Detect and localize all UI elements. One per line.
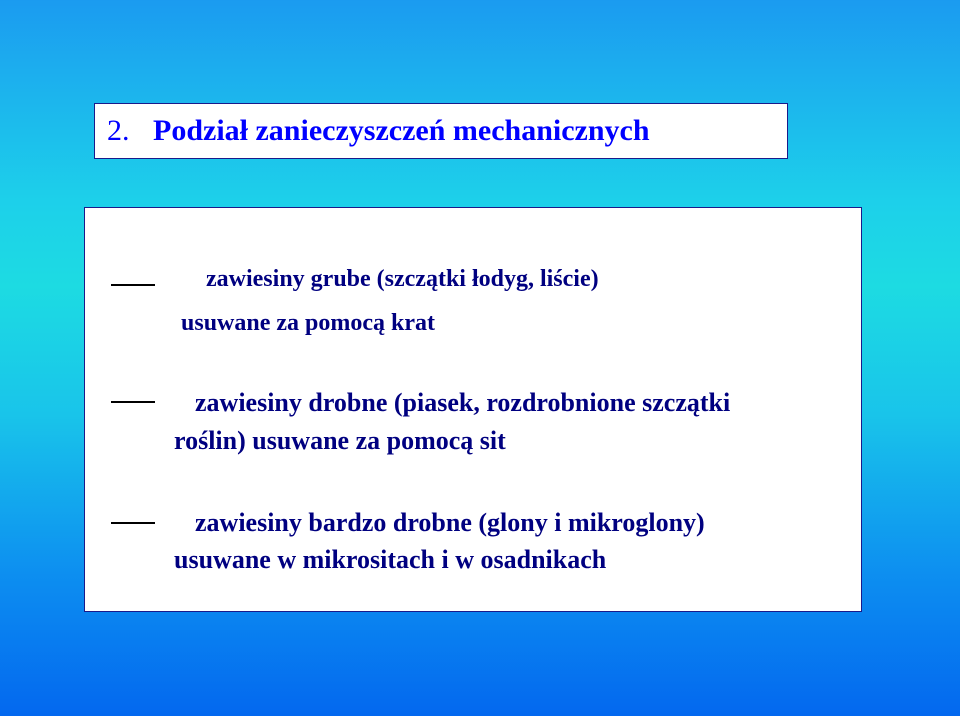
content-box: [84, 207, 862, 612]
list-item-line-2: roślin) usuwane za pomocą sit: [174, 426, 506, 455]
list-item-line-2: usuwane za pomocą krat: [181, 310, 436, 336]
title-number: 2.: [107, 114, 130, 147]
list-item-line-2: usuwane w mikrositach i w osadnikach: [174, 545, 607, 574]
dash-bullet-icon: [111, 522, 155, 524]
slide-title: Podział zanieczyszczeń mechanicznych: [153, 114, 650, 147]
list-item-line-1: zawiesiny drobne (piasek, rozdrobnione szczątki: [195, 388, 731, 417]
title-box: [94, 103, 788, 159]
list-item-line-1: zawiesiny grube (szczątki łodyg, liście): [206, 266, 599, 292]
dash-bullet-icon: [111, 401, 155, 403]
list-item-line-1: zawiesiny bardzo drobne (glony i mikroglony): [195, 508, 705, 537]
dash-bullet-icon: [111, 284, 155, 286]
